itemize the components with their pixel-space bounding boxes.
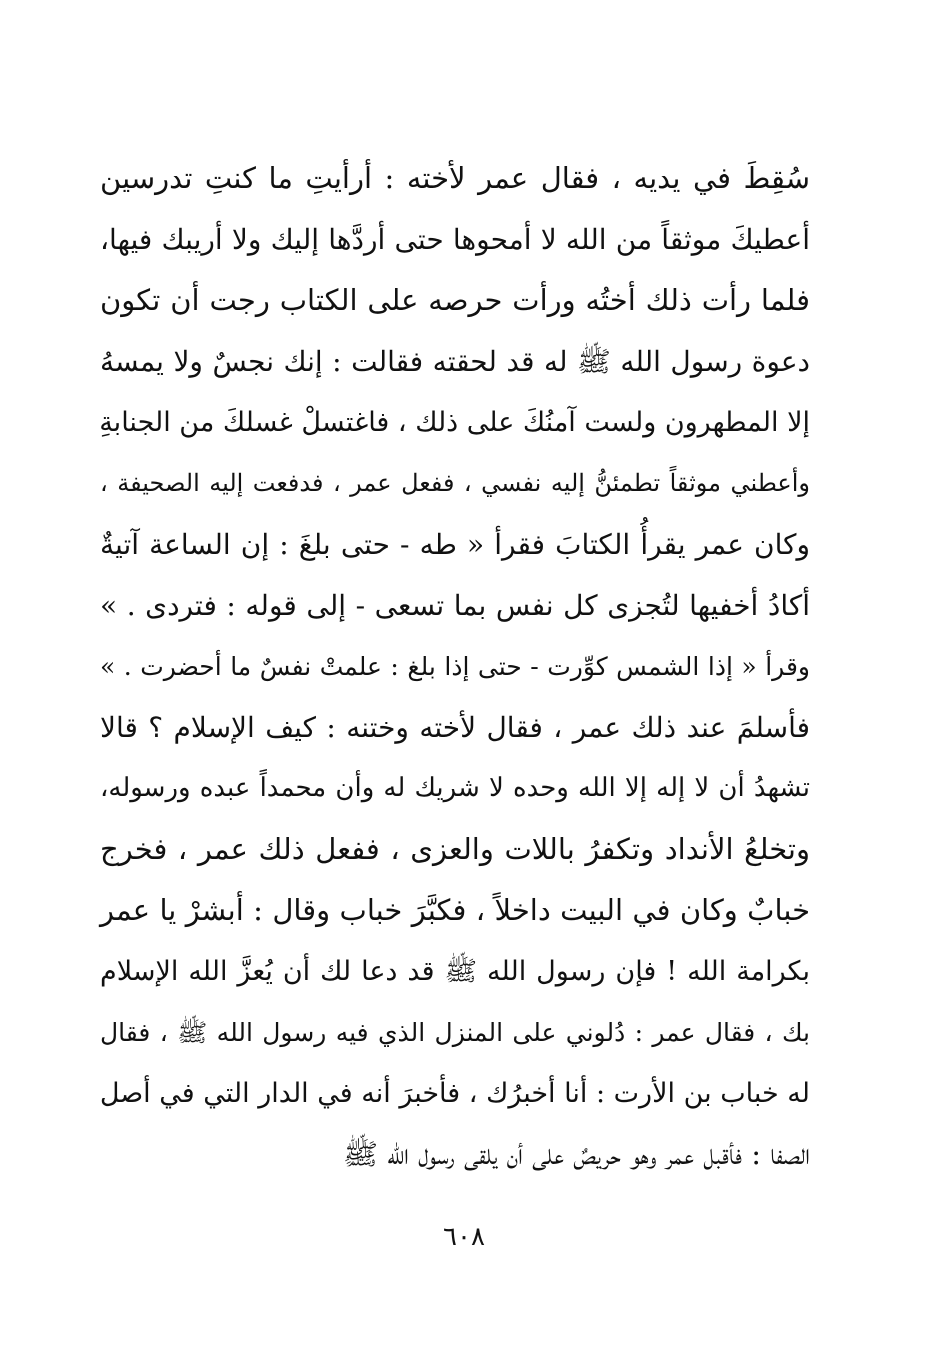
text-line: الصفا : فأقبل عمر وهو حريصٌ على أن يلقى رسول الله ﷺ <box>342 1137 810 1171</box>
text-line: سُقِطَ في يديه ، فقال عمر لأخته : أرأيتِ ما كنتِ تدرسين <box>100 161 810 195</box>
text-line: فلما رأت ذلك أختُه ورأت حرصه على الكتاب رجت أن تكون <box>100 283 810 317</box>
text-line: خبابٌ وكان في البيت داخلاً ، فكبَّرَ خباب وقال : أبشرْ يا عمر <box>100 893 810 927</box>
page-number: ٦٠٨ <box>443 1222 485 1252</box>
text-line: وكان عمر يقرأُ الكتابَ فقرأ « طه - حتى بلغَ : إن الساعة آتيةٌ <box>100 528 810 561</box>
text-line: أعطيكَ موثقاً من الله لا أمحوها حتى أردَّها إليك ولا أريبك فيها، <box>100 223 810 256</box>
text-line: بك ، فقال عمر : دُلوني على المنزل الذي فيه رسول الله ﷺ ، فقال <box>100 1018 810 1047</box>
text-line: أكادُ أخفيها لتُجزى كل نفس بما تسعى - إلى قوله : فتردى . » <box>100 589 810 622</box>
text-line: وقرأ « إذا الشمس كوِّرت - حتى إذا بلغ : علمتْ نفسٌ ما أحضرت . » <box>100 652 810 681</box>
text-line: فأسلمَ عند ذلك عمر ، فقال لأخته وختنه : كيف الإسلام ؟ قالا <box>100 711 810 744</box>
text-line: بكرامة الله ! فإن رسول الله ﷺ قد دعا لك أن يُعزَّ الله الإسلام <box>100 956 810 987</box>
text-line: له خباب بن الأرت : أنا أخبرُك ، فأخبرَ أنه في الدار التي في أصل <box>99 1078 810 1109</box>
text-line: إلا المطهرون ولست آمنُكَ على ذلك ، فاغتسلْ غسلكَ من الجنابةِ <box>99 407 810 438</box>
text-line: تشهدُ أن لا إله إلا الله وحده لا شريك له وأن محمداً عبده ورسوله، <box>100 773 810 803</box>
text-line: دعوة رسول الله ﷺ له قد لحقته فقالت : إنك نجسٌ ولا يمسهُ <box>100 345 810 378</box>
text-line: وأعطني موثقاً تطمئنُّ إليه نفسي ، ففعل عمر ، فدفعت إليه الصحيفة ، <box>100 469 810 497</box>
body-text <box>100 148 810 1185</box>
text-line: وتخلعُ الأنداد وتكفرُ باللات والعزى ، ففعل ذلك عمر ، فخرج <box>100 832 810 866</box>
